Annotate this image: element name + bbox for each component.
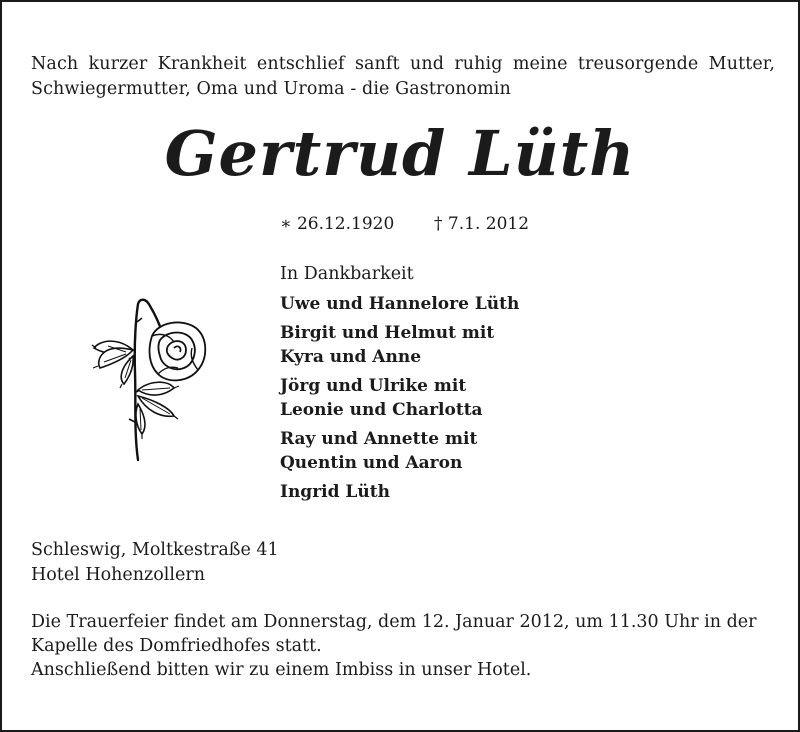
funeral-details: Die Trauerfeier findet am Donnerstag, dem 12. Januar 2012, um 11.30 Uhr in der Kapelle des Domfriedhofes statt. bbox=[31, 612, 757, 656]
mourners-block bbox=[280, 262, 680, 509]
mourner-family: Ingrid Lüth bbox=[280, 482, 390, 502]
reception-note: Anschließend bitten wir zu einem Imbiss in unser Hotel. bbox=[31, 660, 532, 680]
mourner-family: Ray und Annette mit Quentin und Aaron bbox=[280, 429, 478, 473]
mourner-family: Uwe und Hannelore Lüth bbox=[280, 294, 520, 314]
address-block: Schleswig, Moltkestraße 41 Hotel Hohenzollern bbox=[31, 540, 279, 585]
intro-text: Nach kurzer Krankheit entschlief sanft und ruhig meine treusorgende Mutter, Schwiegermutter, Oma und Uroma - die Gastronomin bbox=[31, 54, 775, 99]
death-date: † 7.1. 2012 bbox=[434, 214, 530, 234]
mourner-family: Jörg und Ulrike mit Leonie und Charlotta bbox=[280, 376, 483, 420]
birth-date: ∗ 26.12.1920 bbox=[280, 214, 395, 234]
rose-icon bbox=[78, 292, 218, 472]
thanks-intro: In Dankbarkeit bbox=[280, 264, 414, 284]
mourner-family: Birgit und Helmut mit Kyra und Anne bbox=[280, 323, 495, 367]
deceased-name: Gertrud Lüth bbox=[164, 117, 636, 190]
funeral-notice bbox=[31, 610, 771, 682]
